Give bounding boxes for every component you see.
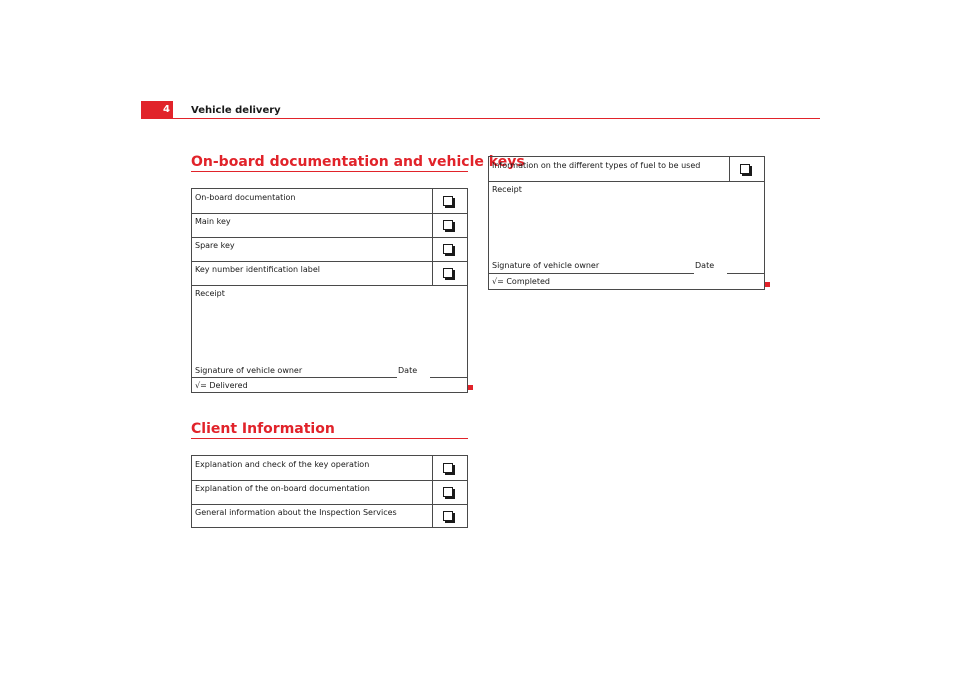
inspection-services-checkbox[interactable] [443, 511, 453, 521]
fuel-date-label: Date [695, 261, 715, 270]
fuel-signature-label: Signature of vehicle owner [492, 261, 600, 270]
onboard-date-line[interactable] [430, 377, 467, 378]
onboard-documentation-checkbox[interactable] [443, 196, 453, 206]
fuel-date-line[interactable] [727, 273, 764, 274]
fuel-end-mark [765, 282, 770, 287]
onboard-item-label: On-board documentation [195, 193, 296, 202]
key-number-label-checkbox[interactable] [443, 268, 453, 278]
onboard-signature-label: Signature of vehicle owner [195, 366, 303, 375]
client-checklist-table [191, 455, 468, 528]
fuel-row [489, 157, 764, 181]
onboard-legend: √= Delivered [195, 381, 248, 390]
fuel-item-label: Information on the different types of fuel to be used [492, 161, 701, 170]
fuel-legend: √= Completed [492, 277, 550, 286]
onboard-item-label: Spare key [195, 241, 235, 250]
onboard-documentation-explanation-checkbox[interactable] [443, 487, 453, 497]
row-divider [192, 285, 467, 286]
onboard-section-title: On-board documentation and vehicle keys [191, 154, 525, 170]
spare-key-checkbox[interactable] [443, 244, 453, 254]
key-operation-checkbox[interactable] [443, 463, 453, 473]
client-section-title: Client Information [191, 421, 335, 437]
client-row [192, 456, 467, 480]
page-number: 4 [163, 104, 170, 115]
client-row [192, 504, 467, 527]
header-title: Vehicle delivery [191, 105, 281, 116]
client-item-label: Explanation and check of the key operation [195, 460, 370, 469]
onboard-end-mark [468, 385, 473, 390]
client-row [192, 480, 467, 504]
client-item-label: Explanation of the on-board documentation [195, 484, 370, 493]
onboard-row [192, 189, 467, 213]
header-rule [141, 118, 820, 119]
main-key-checkbox[interactable] [443, 220, 453, 230]
client-title-rule [191, 438, 468, 439]
row-divider [489, 181, 764, 182]
fuel-receipt-label: Receipt [492, 185, 522, 194]
onboard-item-label: Key number identification label [195, 265, 321, 274]
onboard-row [192, 213, 467, 237]
fuel-signature-line[interactable] [489, 273, 694, 274]
onboard-row [192, 261, 467, 285]
onboard-checklist-table [191, 188, 468, 393]
onboard-item-label: Main key [195, 217, 231, 226]
onboard-title-rule [191, 171, 468, 172]
client-item-label: General information about the Inspection Services [195, 508, 397, 517]
onboard-row [192, 237, 467, 261]
fuel-types-checkbox[interactable] [740, 164, 750, 174]
onboard-receipt-label: Receipt [195, 289, 225, 298]
fuel-checklist-table [488, 156, 765, 290]
onboard-signature-line[interactable] [192, 377, 397, 378]
onboard-date-label: Date [398, 366, 418, 375]
